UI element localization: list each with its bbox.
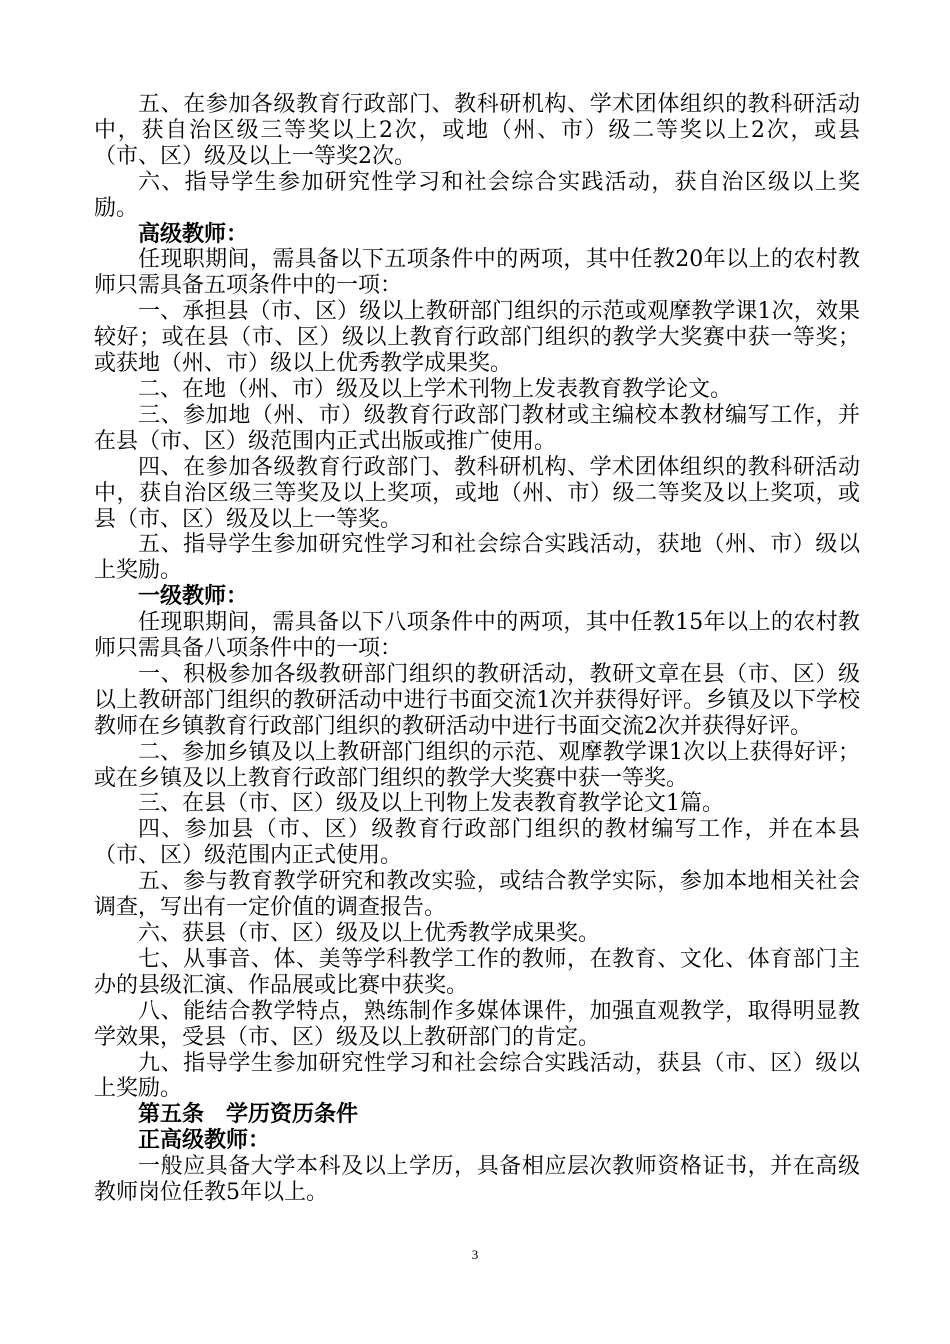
- paragraph: 任现职期间，需具备以下五项条件中的两项，其中任教20年以上的农村教师只需具备五项条件中的一项：: [94, 247, 860, 299]
- section-heading: 高级教师：: [138, 221, 249, 247]
- paragraph: 三、在县（市、区）级及以上刊物上发表教育教学论文1篇。: [138, 791, 724, 817]
- article-title: 学历资历条件: [226, 1102, 359, 1128]
- paragraph: 八、能结合教学特点，熟练制作多媒体课件，加强直观教学，取得明显教学效果，受县（市、区）级及以上教研部门的肯定。: [94, 998, 860, 1050]
- paragraph: 四、参加县（市、区）级教育行政部门组织的教材编写工作，并在本县（市、区）级范围内正式使用。: [94, 817, 860, 869]
- paragraph: 五、指导学生参加研究性学习和社会综合实践活动，获地（州、市）级以上奖励。: [94, 532, 860, 584]
- section-heading: 一级教师：: [138, 584, 249, 610]
- paragraph: 一般应具备大学本科及以上学历，具备相应层次教师资格证书，并在高级教师岗位任教5年以上。: [94, 1154, 860, 1206]
- document-body: [94, 92, 860, 1206]
- page-number: 3: [471, 1247, 479, 1262]
- paragraph: 七、从事音、体、美等学科教学工作的教师，在教育、文化、体育部门主办的县级汇演、作品展或比赛中获奖。: [94, 946, 860, 998]
- paragraph: 四、在参加各级教育行政部门、教科研机构、学术团体组织的教科研活动中，获自治区级三等奖及以上奖项，或地（州、市）级二等奖及以上奖项，或县（市、区）级及以上一等奖。: [94, 454, 860, 532]
- paragraph: 二、在地（州、市）级及以上学术刊物上发表教育教学论文。: [138, 376, 733, 402]
- paragraph: 任现职期间，需具备以下八项条件中的两项，其中任教15年以上的农村教师只需具备八项条件中的一项：: [94, 610, 860, 662]
- paragraph: 三、参加地（州、市）级教育行政部门教材或主编校本教材编写工作，并在县（市、区）级范围内正式出版或推广使用。: [94, 402, 860, 454]
- paragraph: 二、参加乡镇及以上教研部门组织的示范、观摩教学课1次以上获得好评；或在乡镇及以上教育行政部门组织的教学大奖赛中获一等奖。: [94, 739, 860, 791]
- paragraph: 五、在参加各级教育行政部门、教科研机构、学术团体组织的教科研活动中，获自治区级三等奖以上2次，或地（州、市）级二等奖以上2次，或县（市、区）级及以上一等奖2次。: [94, 92, 860, 169]
- section-heading: 正高级教师：: [138, 1128, 271, 1154]
- paragraph: 一、积极参加各级教研部门组织的教研活动，教研文章在县（市、区）级以上教研部门组织的教研活动中进行书面交流1次并获得好评。乡镇及以下学校教师在乡镇教育行政部门组织的教研活动中进行书面交流2次并获得好评。: [94, 661, 860, 739]
- paragraph: 五、参与教育教学研究和教改实验，或结合教学实际，参加本地相关社会调查，写出有一定价值的调查报告。: [94, 869, 860, 921]
- paragraph: 一、承担县（市、区）级以上教研部门组织的示范或观摩教学课1次，效果较好；或在县（市、区）级以上教育行政部门组织的教学大奖赛中获一等奖；或获地（州、市）级以上优秀教学成果奖。: [94, 299, 860, 377]
- article-heading: [94, 1102, 860, 1128]
- article-number: 第五条: [138, 1102, 205, 1128]
- paragraph: 六、获县（市、区）级及以上优秀教学成果奖。: [138, 921, 601, 946]
- paragraph: 九、指导学生参加研究性学习和社会综合实践活动，获县（市、区）级以上奖励。: [94, 1050, 860, 1102]
- paragraph: 六、指导学生参加研究性学习和社会综合实践活动，获自治区级以上奖励。: [94, 169, 860, 221]
